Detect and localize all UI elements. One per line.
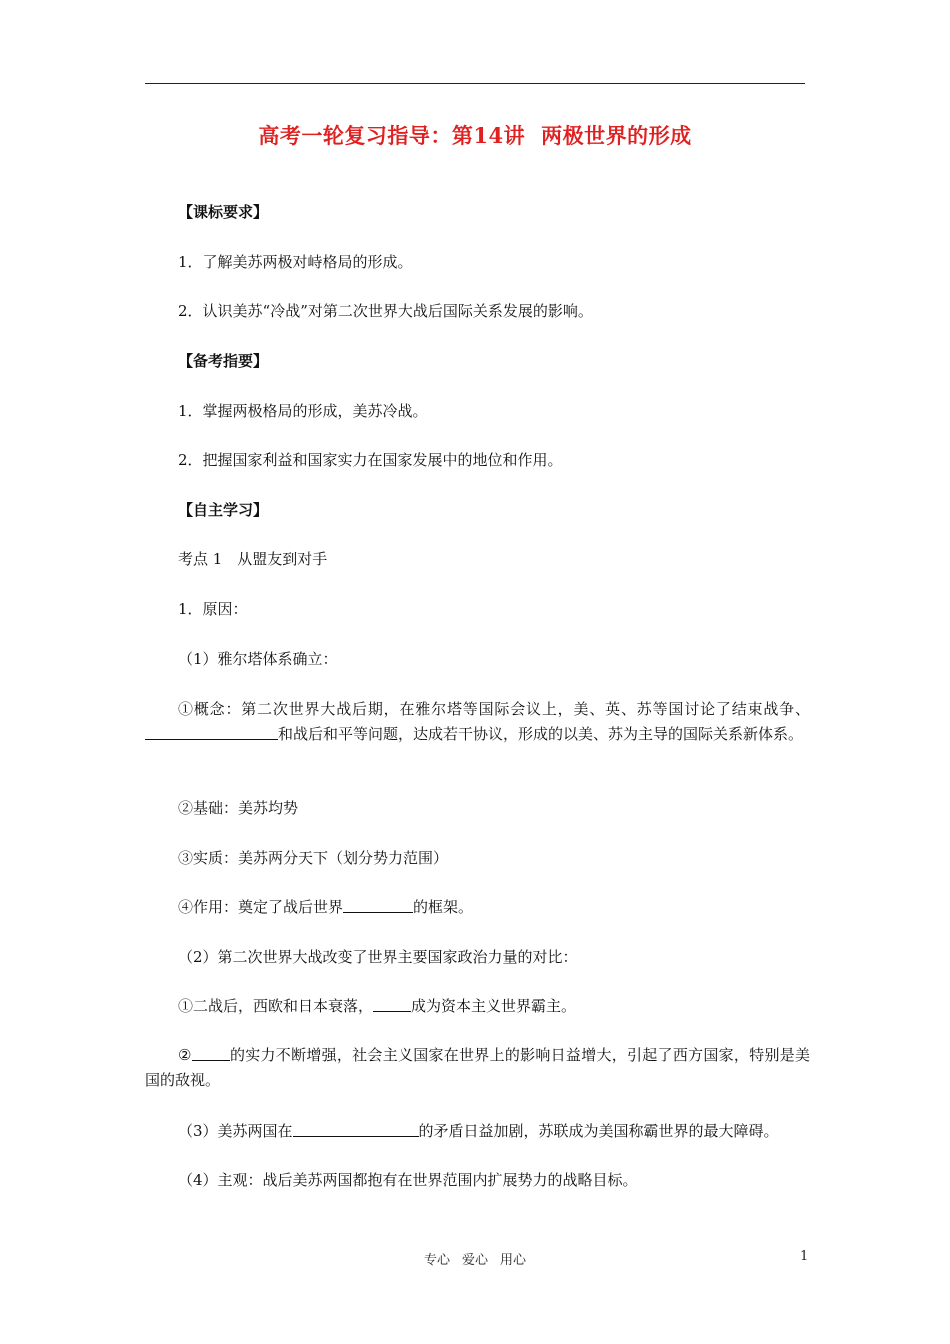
concept-text-b: 和战后和平等问题，达成若干协议，形成的以美、苏为主导的国际关系新体系。: [278, 725, 804, 743]
exam-guide-item-1: 1．掌握两极格局的形成，美苏冷战。: [178, 402, 428, 420]
footer-word-1: 专心: [423, 1253, 450, 1268]
curriculum-item-2: 2．认识美苏“冷战”对第二次世界大战后国际关系发展的影响。: [178, 302, 593, 320]
fill-blank: [192, 1045, 230, 1061]
page-title: [0, 120, 950, 150]
concept-text-a: ①概念：第二次世界大战后期，在雅尔塔等国际会议上，美、英、苏等国讨论了结束战争、: [178, 700, 810, 718]
curriculum-heading: 【课标要求】: [178, 203, 269, 221]
reason-3-text-b: 的矛盾日益加剧，苏联成为美国称霸世界的最大障碍。: [418, 1122, 779, 1140]
reason-2-2-text-a: ②: [178, 1046, 192, 1064]
footer-word-3: 用心: [500, 1253, 527, 1268]
reason-2-point-1: [178, 996, 576, 1016]
fill-blank: [293, 1121, 419, 1137]
header-rule: [145, 83, 805, 84]
reason-4: （4）主观：战后美苏两国都抱有在世界范围内扩展势力的战略目标。: [178, 1171, 638, 1189]
essence-line: ③实质：美苏两分天下（划分势力范围）: [178, 849, 449, 867]
topic-1: 考点 1 从盟友到对手: [178, 550, 328, 568]
reason-3-text-a: （3）美苏两国在: [178, 1122, 293, 1140]
self-study-heading: 【自主学习】: [178, 501, 269, 519]
fill-blank: [343, 897, 413, 913]
fill-blank: [145, 724, 278, 740]
curriculum-item-1: 1．了解美苏两极对峙格局的形成。: [178, 253, 413, 271]
concept-paragraph: [145, 697, 810, 747]
title-part1: 高考一轮复习指导：第: [258, 123, 474, 148]
title-part3: 两极世界的形成: [541, 123, 692, 148]
title-lecture-number: 14: [473, 123, 504, 148]
basis-line: ②基础：美苏均势: [178, 799, 299, 817]
footer-word-2: 爱心: [461, 1253, 488, 1268]
exam-guide-item-2: 2．把握国家利益和国家实力在国家发展中的地位和作用。: [178, 451, 563, 469]
role-text-b: 的框架。: [413, 898, 474, 916]
reason-3: [178, 1121, 779, 1141]
reason-2-point-2: [145, 1043, 810, 1093]
reason-2-1-text-a: ①二战后，西欧和日本衰落，: [178, 997, 374, 1015]
reason-2: （2）第二次世界大战改变了世界主要国家政治力量的对比：: [178, 948, 578, 966]
reason-2-2-text-b: 的实力不断增强，社会主义国家在世界上的影响日益增大，引起了西方国家，特别是美国的敌视。: [145, 1046, 810, 1089]
page-number: 1: [800, 1249, 809, 1264]
fill-blank: [373, 996, 411, 1012]
reason-2-1-text-b: 成为资本主义世界霸主。: [411, 997, 577, 1015]
role-text-a: ④作用：奠定了战后世界: [178, 898, 344, 916]
title-part2: 讲: [503, 123, 526, 148]
reasons-label: 1．原因：: [178, 600, 248, 618]
reason-1: （1）雅尔塔体系确立：: [178, 650, 338, 668]
exam-guide-heading: 【备考指要】: [178, 352, 269, 370]
role-line: [178, 897, 473, 917]
